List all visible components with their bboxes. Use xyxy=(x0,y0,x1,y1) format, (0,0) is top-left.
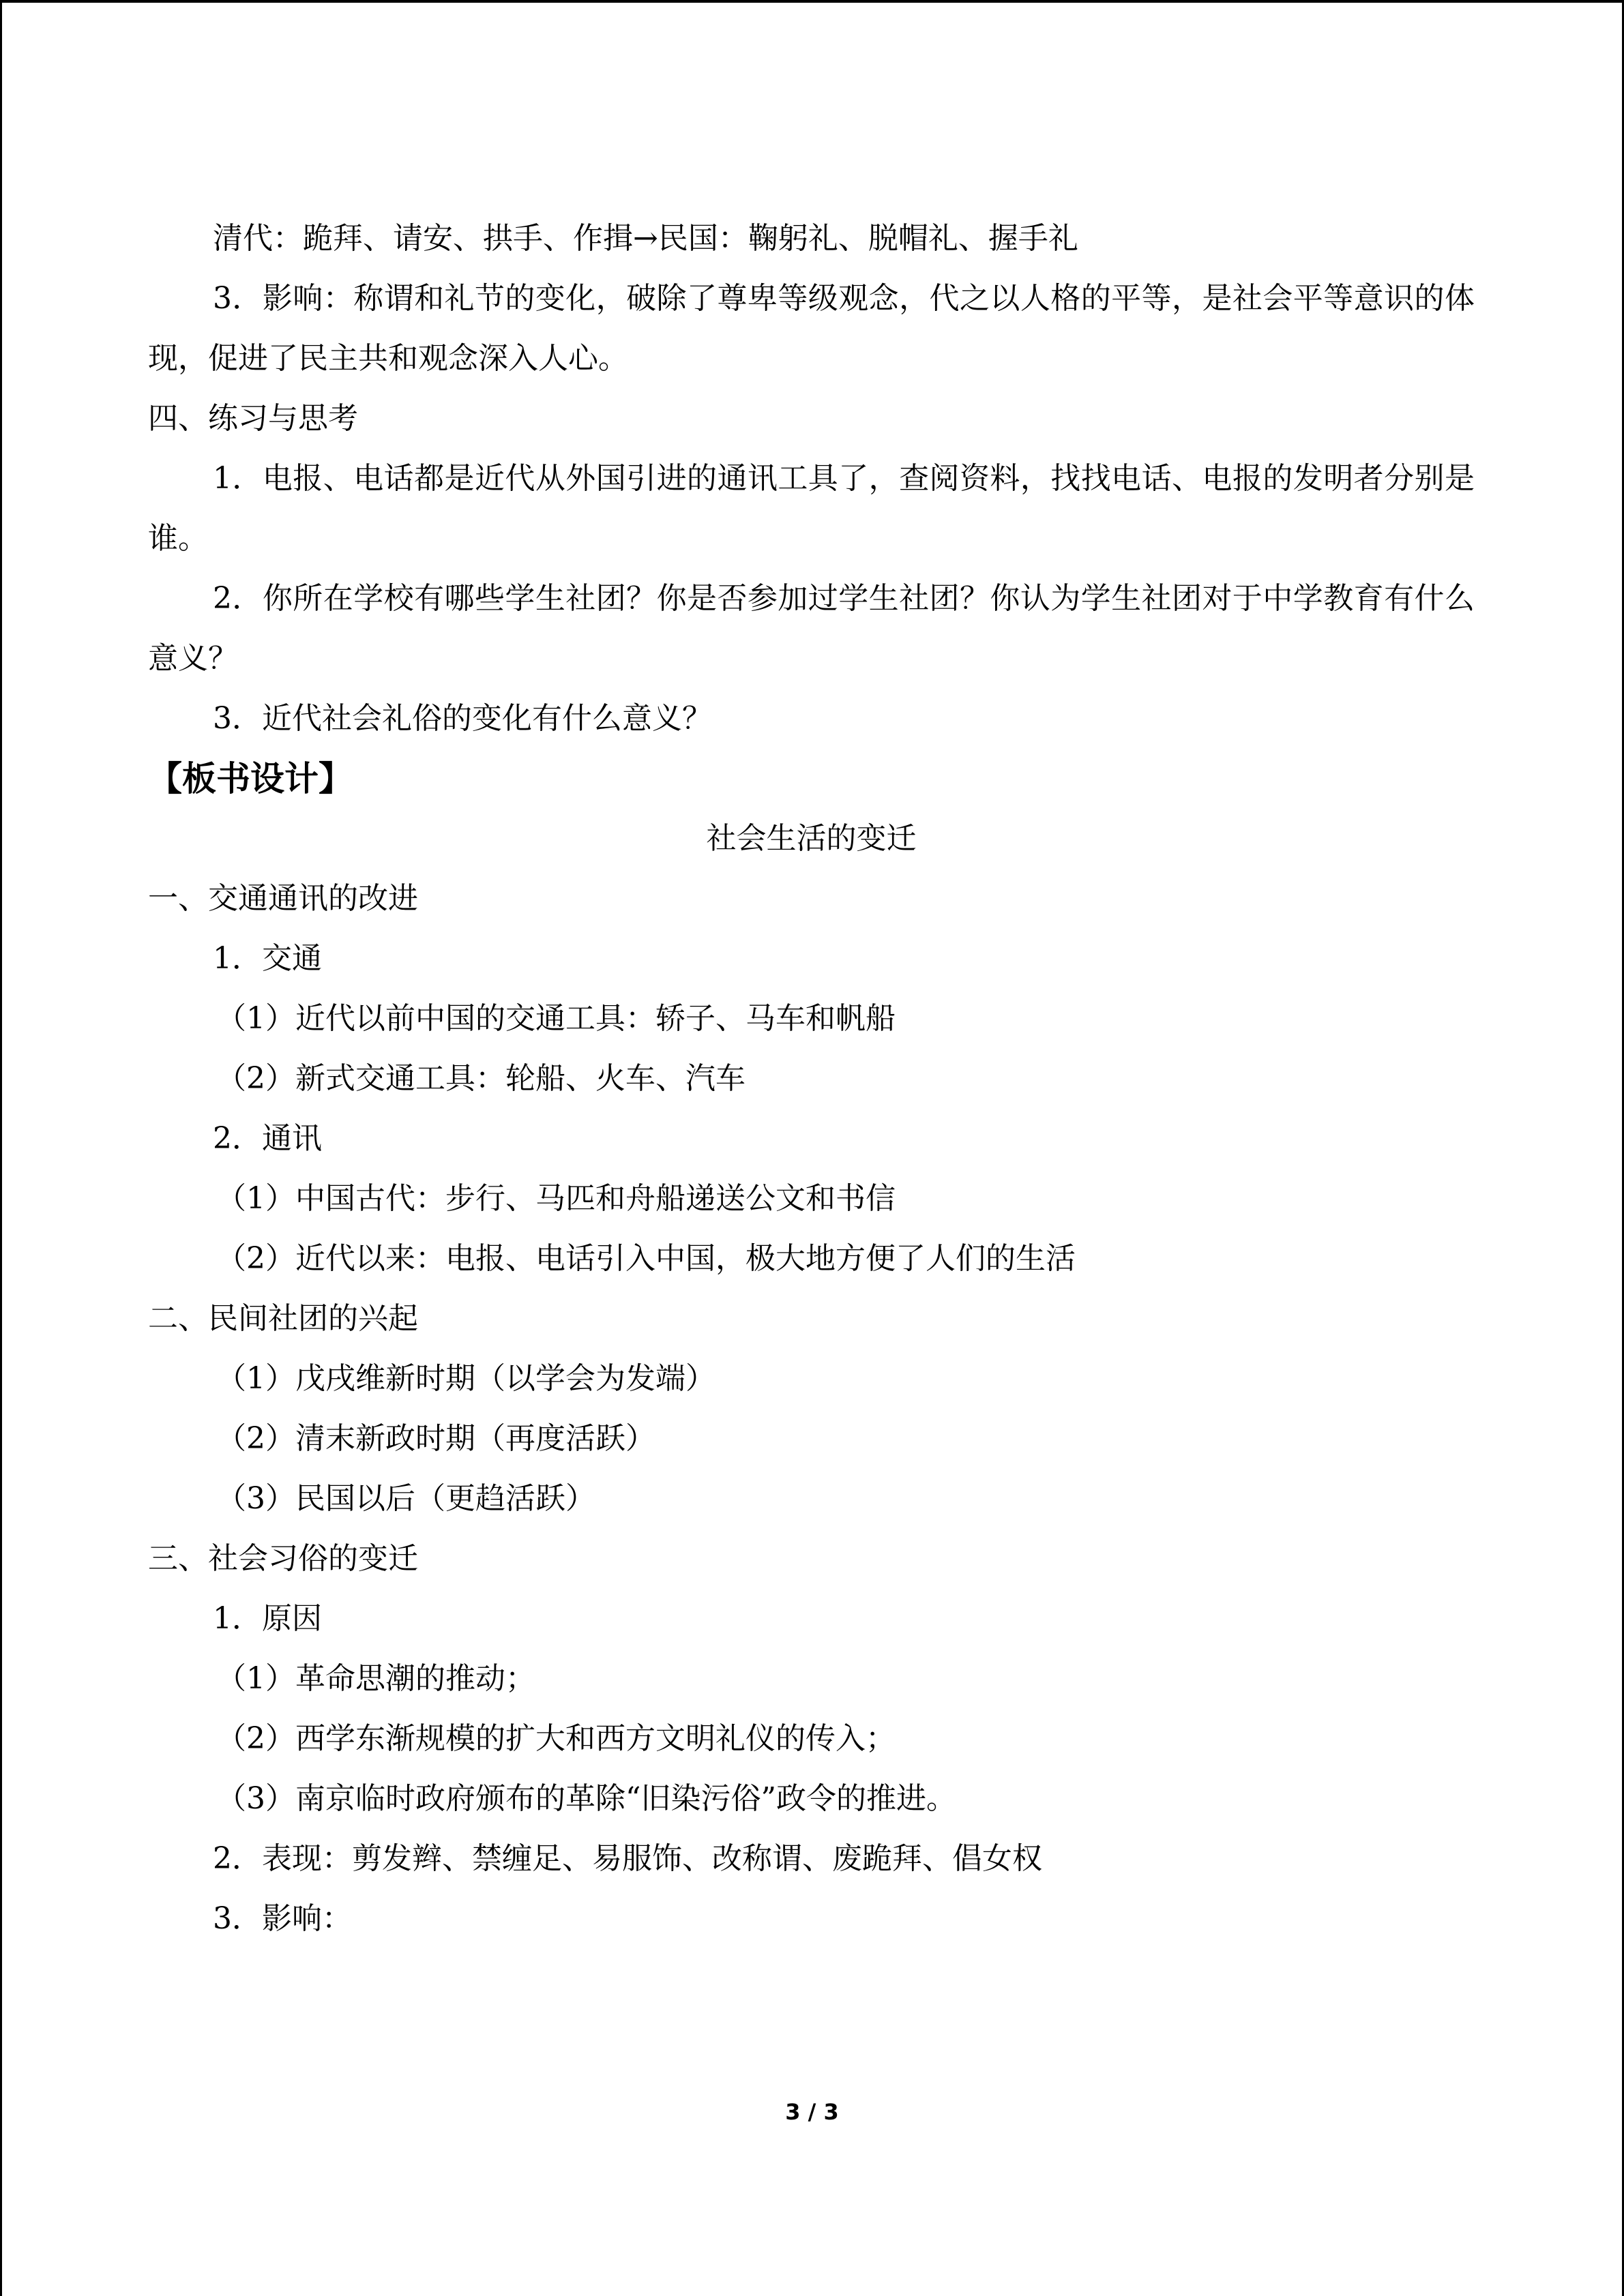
board-item-communication-new: （2）近代以来：电报、电话引入中国，极大地方便了人们的生活 xyxy=(216,1241,1076,1276)
document-body xyxy=(148,209,1475,1949)
board-item-influence: 3．影响： xyxy=(213,1901,352,1936)
board-item-communication-old: （1）中国古代：步行、马匹和舟船递送公文和书信 xyxy=(216,1181,896,1216)
board-item-cause-1: （1）革命思潮的推动； xyxy=(216,1661,535,1696)
board-title: 社会生活的变迁 xyxy=(706,821,917,856)
board-item-communication: 2．通讯 xyxy=(213,1121,322,1156)
board-item-societies-1: （1）戊戌维新时期（以学会为发端） xyxy=(216,1361,715,1396)
board-item-cause-3: （3）南京临时政府颁布的革除“旧染污俗”政令的推进。 xyxy=(216,1781,956,1816)
influence-paragraph: 3．影响：称谓和礼节的变化，破除了尊卑等级观念，代之以人格的平等，是社会平等意识的体现，促进了民主共和观念深入人心。 xyxy=(148,281,1475,376)
board-item-cause-2: （2）西学东渐规模的扩大和西方文明礼仪的传入； xyxy=(216,1721,896,1756)
etiquette-change-line: 清代：跪拜、请安、拱手、作揖→民国：鞠躬礼、脱帽礼、握手礼 xyxy=(213,221,1078,256)
question-3: 3．近代社会礼俗的变化有什么意义？ xyxy=(213,701,712,736)
board-section-2: 二、民间社团的兴起 xyxy=(148,1301,418,1336)
board-item-societies-2: （2）清末新政时期（再度活跃） xyxy=(216,1421,655,1456)
board-section-3: 三、社会习俗的变迁 xyxy=(148,1541,418,1576)
board-item-manifestations: 2．表现：剪发辫、禁缠足、易服饰、改称谓、废跪拜、倡女权 xyxy=(213,1841,1042,1876)
board-item-transport-old: （1）近代以前中国的交通工具：轿子、马车和帆船 xyxy=(216,1001,896,1036)
page-top-border xyxy=(0,0,1624,3)
board-item-causes: 1．原因 xyxy=(213,1601,322,1636)
board-item-transport: 1．交通 xyxy=(213,941,322,976)
question-2: 2．你所在学校有哪些学生社团？你是否参加过学生社团？你认为学生社团对于中学教育有什么意义？ xyxy=(148,581,1475,676)
section-4-title: 四、练习与思考 xyxy=(148,401,358,436)
page-left-border xyxy=(0,0,2,2296)
board-item-transport-new: （2）新式交通工具：轮船、火车、汽车 xyxy=(216,1061,745,1096)
board-design-heading: 【板书设计】 xyxy=(148,759,353,799)
question-1: 1．电报、电话都是近代从外国引进的通讯工具了，查阅资料，找找电话、电报的发明者分别是谁。 xyxy=(148,461,1475,556)
page-number: 3 / 3 xyxy=(785,2099,839,2125)
board-section-1: 一、交通通讯的改进 xyxy=(148,881,418,916)
board-item-societies-3: （3）民国以后（更趋活跃） xyxy=(216,1481,595,1516)
